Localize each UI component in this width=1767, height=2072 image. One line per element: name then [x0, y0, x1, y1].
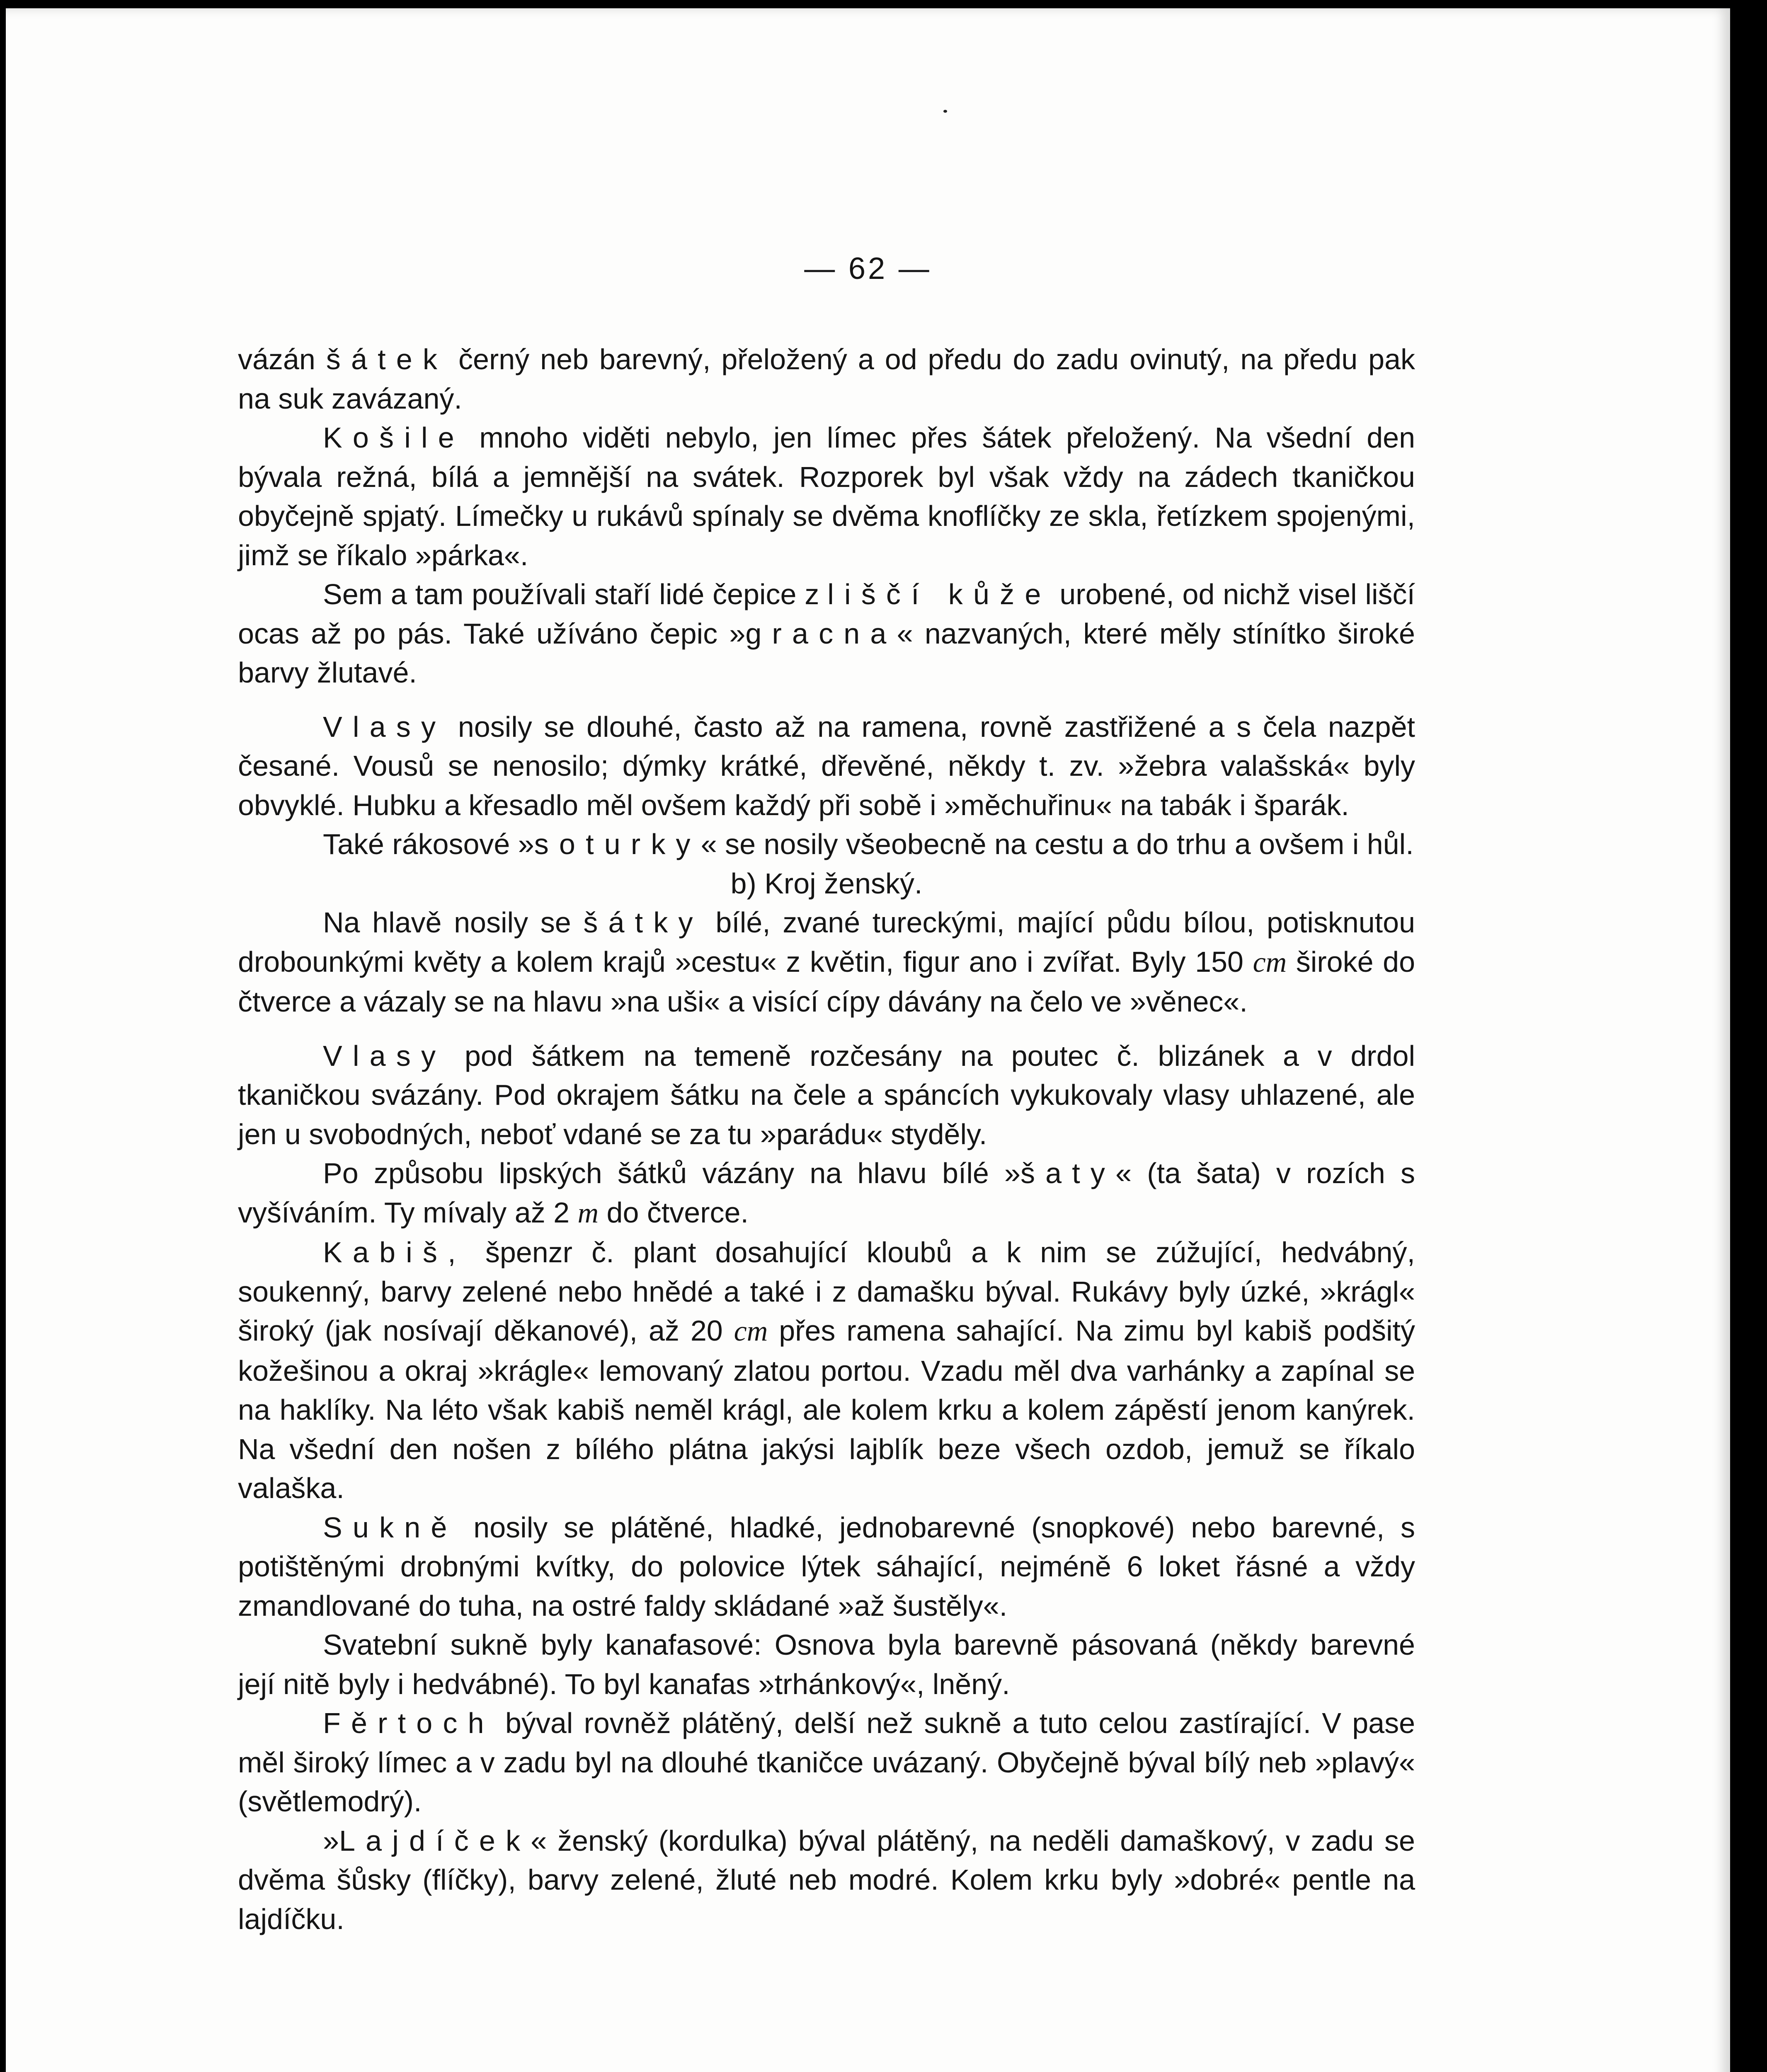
text-run: urobené, od nichž visel liščí ocas až po pás. Také užíváno čepic » — [238, 578, 1415, 650]
paragraph — [238, 418, 1415, 575]
page-sheet — [6, 8, 1730, 2072]
spaced-term: Lajdíček — [339, 1824, 531, 1857]
text-run: přes ramena sahající. Na zimu byl kabiš podšitý kožešinou a okraj »krágle« lemovaný zlatou portou. Vzadu měl dva varhánky a zapínal se na haklíky. Na léto však kabiš neměl krágl, ale kolem krku a kolem zápěstí jenom kanýrek. Na všední den nošen z bílého plátna jakýsi lajblík beze všech ozdob, jemuž se říkalo valaška. — [238, 1314, 1415, 1504]
section-heading: b) Kroj ženský. — [730, 867, 923, 900]
spaced-term: soturky — [534, 828, 701, 860]
spaced-term: gracna — [745, 617, 897, 650]
body-text — [238, 340, 1415, 1939]
spaced-term: Vlasy — [323, 1039, 446, 1072]
spaced-term: šátek — [326, 343, 448, 375]
text-run: Sem a tam používali staří lidé čepice z — [323, 578, 828, 610]
text-run: špenzr č. plant dosahující kloubů a k nim se zúžující, hedvábný, soukenný, barvy zelené nebo hnědé a také i z damašku býval. Rukávy byly úzké, »krágl« široký (jak nosívají děkanové), až 20 — [238, 1236, 1415, 1347]
paragraph — [238, 1508, 1415, 1626]
spaced-term: Vlasy — [323, 710, 446, 743]
page-number: — 62 — — [804, 251, 932, 286]
text-run: Na hlavě nosily se — [323, 906, 584, 939]
paragraph — [238, 1821, 1415, 1939]
paragraph — [238, 1036, 1415, 1154]
paragraph — [238, 903, 1415, 1021]
spaced-term: Kabiš, — [323, 1236, 466, 1268]
paragraph — [238, 707, 1415, 825]
spaced-term: Sukně — [323, 1511, 458, 1544]
paragraph — [238, 1704, 1415, 1821]
text-run: Po způsobu lipských šátků vázány na hlavu bílé » — [323, 1157, 1020, 1189]
paragraph — [238, 1154, 1415, 1233]
text-run: býval rovněž plátěný, delší než sukně a tuto celou zastírající. V pase měl široký límec a v zadu byl na dlouhé tkaničce uvázaný. Obyčejně býval bílý neb »plavý« (světlemodrý). — [238, 1707, 1415, 1818]
spaced-term: Fěrtoch — [323, 1707, 494, 1739]
text-run: pod šátkem na temeně rozčesány na poutec č. blizánek a v drdol tkaničkou svázány. Pod okrajem šátku na čele a spáncích vykukovaly vlasy uhlazené, ale jen u svobodných, neboť vdané se za tu »parádu« styděly. — [238, 1039, 1415, 1150]
text-run: vázán — [238, 343, 326, 375]
text-run: « nazvaných, které měly stínítko široké barvy žlutavé. — [238, 617, 1415, 689]
paragraph — [238, 1625, 1415, 1704]
spaced-term: liščí kůže — [827, 578, 1052, 610]
text-run: nosily se dlouhé, často až na ramena, rovně zastřižené a s čela nazpět česané. Vousů se nenosilo; dýmky krátké, dřevěné, někdy t. zv. »žebra valašská« byly obvyklé. Hubku a křesadlo měl ovšem každý při sobě i »měchuřinu« na tabák i šparák. — [238, 710, 1415, 821]
text-run: do čtverce. — [599, 1196, 749, 1229]
unit: cm — [1253, 946, 1287, 978]
spaced-term: šaty — [1020, 1157, 1116, 1189]
text-run: Také rákosové » — [323, 828, 534, 860]
text-run: nosily se plátěné, hladké, jednobarevné (snopkové) nebo barevné, s potištěnými drobnými kvítky, do polovice lýtek sáhající, nejméně 6 loket řásné a vždy zmandlované do tuha, na ostré faldy skládané »až šustěly«. — [238, 1511, 1415, 1622]
text-run: « ženský (kordulka) býval plátěný, na neděli damaškový, v zadu se dvěma šůsky (flíčky), barvy zelené, žluté neb modré. Kolem krku byly »dobré« pentle na lajdíčku. — [238, 1824, 1415, 1935]
paragraph — [238, 340, 1415, 418]
scan-speck — [943, 110, 947, 113]
text-run: široké do čtverce a vázaly se na hlavu »na uši« a visící cípy dávány na čelo ve »věnec«. — [238, 945, 1415, 1018]
text-run: Svatební sukně byly kanafasové: Osnova byla barevně pásovaná (někdy barevné její nitě byly i hedvábné). To byl kanafas »trhánkový«, lněný. — [238, 1629, 1415, 1700]
paragraph — [238, 825, 1415, 864]
text-run: bílé, zvané tureckými, mající půdu bílou, potisknutou drobounkými květy a kolem krajů »cestu« z květin, figur ano i zvířat. Byly 150 — [238, 906, 1415, 978]
paragraph — [238, 575, 1415, 692]
text-run: mnoho viděti nebylo, jen límec přes šátek přeložený. Na všední den bývala režná, bílá a jemnější na svátek. Rozporek byl však vždy na zádech tkaničkou obyčejně spjatý. Límečky u rukávů spínaly se dvěma knoflíčky ze skla, řetízkem spojenými, jimž se říkalo »párka«. — [238, 421, 1415, 571]
unit: cm — [734, 1315, 768, 1347]
spaced-term: Košile — [323, 421, 465, 454]
text-run: » — [323, 1824, 339, 1857]
text-run: « (ta šata) v rozích s vyšíváním. Ty mívaly až 2 — [238, 1157, 1415, 1229]
text-run: « se nosily všeobecně na cestu a do trhu a ovšem i hůl. — [700, 828, 1414, 860]
text-run: černý neb barevný, přeložený a od předu do zadu ovinutý, na předu pak na suk zavázaný. — [238, 343, 1416, 415]
unit: m — [577, 1197, 599, 1229]
paragraph — [238, 1233, 1415, 1508]
spaced-term: šátky — [583, 906, 703, 939]
